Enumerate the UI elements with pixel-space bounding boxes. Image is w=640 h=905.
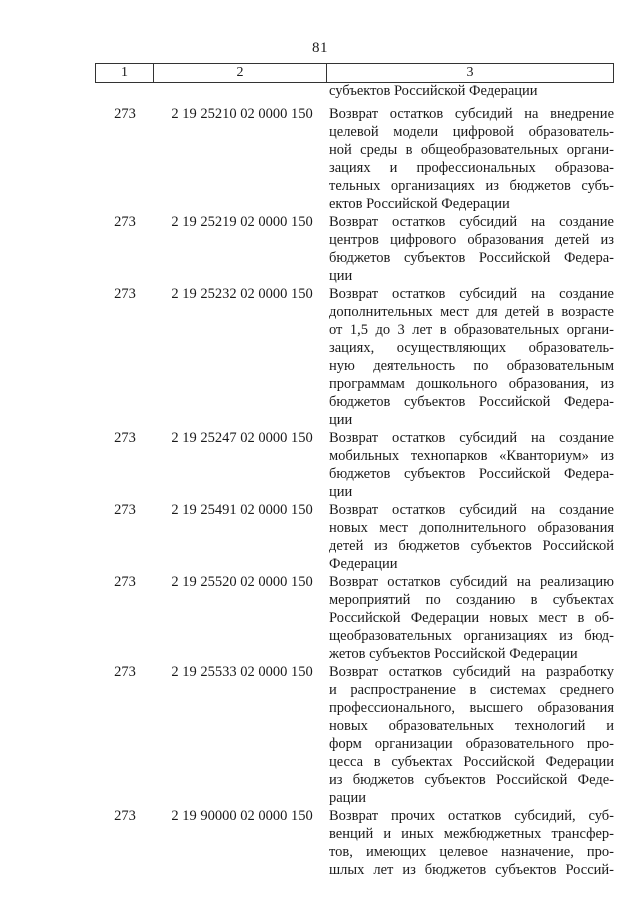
continued-description: субъектов Российской Федерации (329, 83, 538, 99)
description-line: детей из бюджетов субъектов Российской (329, 538, 614, 554)
admin-code: 273 (114, 664, 136, 680)
description-line: жетов субъектов Российской Федерации (329, 646, 578, 662)
admin-code: 273 (114, 502, 136, 518)
description-line: Возврат остатков субсидий на создание (329, 286, 614, 302)
description-line: тельных организациях из бюджетов субъ- (329, 178, 614, 194)
description-line: тов, имеющих целевое назначение, про- (329, 844, 614, 860)
description-line: дополнительных мест для детей в возрасте (329, 304, 614, 320)
table-column-header (95, 63, 614, 83)
description-line: целевой модели цифровой образователь- (329, 124, 614, 140)
description-line: ции (329, 412, 353, 428)
description-line: зациях и профессиональных образова- (329, 160, 614, 176)
table-row (95, 573, 614, 663)
description-line: ной среды в общеобразовательных органи- (329, 142, 614, 158)
description-line: мероприятий по созданию в субъектах (329, 592, 614, 608)
budget-classification-code: 2 19 25533 02 0000 150 (171, 664, 313, 680)
budget-classification-code: 2 19 25219 02 0000 150 (171, 214, 313, 230)
budget-classification-code: 2 19 25247 02 0000 150 (171, 430, 313, 446)
description-line: Возврат остатков субсидий на создание (329, 430, 614, 446)
description-line: новых мест дополнительного образования (329, 520, 614, 536)
table-row (95, 105, 614, 213)
budget-classification-code: 2 19 25210 02 0000 150 (171, 106, 313, 122)
description-line: ции (329, 484, 353, 500)
income-description (329, 213, 614, 285)
description-line: ции (329, 268, 353, 284)
description-line: ектов Российской Федерации (329, 196, 510, 212)
description-line: рации (329, 790, 366, 806)
budget-classification-code: 2 19 25491 02 0000 150 (171, 502, 313, 518)
income-description (329, 429, 614, 501)
description-line: центров цифрового образования детей из (329, 232, 614, 248)
table-row (95, 501, 614, 573)
table-row (95, 807, 614, 879)
description-line: мобильных технопарков «Кванториум» из (329, 448, 614, 464)
column-header-2: 2 (154, 64, 327, 82)
budget-classification-code: 2 19 25520 02 0000 150 (171, 574, 313, 590)
description-line: форм организации образовательного про- (329, 736, 614, 752)
description-line: цесса в субъектах Российской Федерации (329, 754, 614, 770)
admin-code: 273 (114, 430, 136, 446)
description-line: из бюджетов субъектов Российской Феде- (329, 772, 614, 788)
budget-classification-code: 2 19 25232 02 0000 150 (171, 286, 313, 302)
table-row (95, 285, 614, 429)
table-row (95, 663, 614, 807)
description-line: Возврат остатков субсидий на создание (329, 502, 614, 518)
description-line: Возврат остатков субсидий на реализацию (329, 574, 614, 590)
admin-code: 273 (114, 214, 136, 230)
description-line: венций и иных межбюджетных трансфер- (329, 826, 614, 842)
description-line: бюджетов субъектов Российской Федера- (329, 250, 614, 266)
budget-classification-code: 2 19 90000 02 0000 150 (171, 808, 313, 824)
column-header-1: 1 (96, 64, 154, 82)
income-description (329, 285, 614, 429)
description-line: бюджетов субъектов Российской Федера- (329, 466, 614, 482)
description-line: новых образовательных технологий и (329, 718, 614, 734)
column-header-3: 3 (466, 65, 474, 80)
description-line: Возврат остатков субсидий на внедрение (329, 106, 614, 122)
description-line: щеобразовательных организациях из бюд- (329, 628, 614, 644)
table-body (95, 105, 614, 879)
admin-code: 273 (114, 808, 136, 824)
description-line: шлых лет из бюджетов субъектов Россий- (329, 862, 614, 878)
description-line: Возврат прочих остатков субсидий, суб- (329, 808, 614, 824)
description-line: ную деятельность по образовательным (329, 358, 614, 374)
income-description (329, 663, 614, 807)
admin-code: 273 (114, 106, 136, 122)
description-line: программам дошкольного образования, из (329, 376, 614, 392)
description-line: Федерации (329, 556, 398, 572)
description-line: Российской Федерации новых мест в об- (329, 610, 614, 626)
income-description (329, 807, 614, 879)
description-line: профессионального, высшего образования (329, 700, 614, 716)
description-line: зациях, осуществляющих образователь- (329, 340, 614, 356)
table-row (95, 213, 614, 285)
table-row (95, 429, 614, 501)
admin-code: 273 (114, 286, 136, 302)
admin-code: 273 (114, 574, 136, 590)
description-line: и распространение в системах среднего (329, 682, 614, 698)
income-description (329, 105, 614, 213)
description-line: Возврат остатков субсидий на разработку (329, 664, 614, 680)
income-description (329, 501, 614, 573)
description-line: от 1,5 до 3 лет в образовательных органи- (329, 322, 614, 338)
page-number: 81 (312, 40, 328, 56)
description-line: Возврат остатков субсидий на создание (329, 214, 614, 230)
income-description (329, 573, 614, 663)
description-line: бюджетов субъектов Российской Федера- (329, 394, 614, 410)
